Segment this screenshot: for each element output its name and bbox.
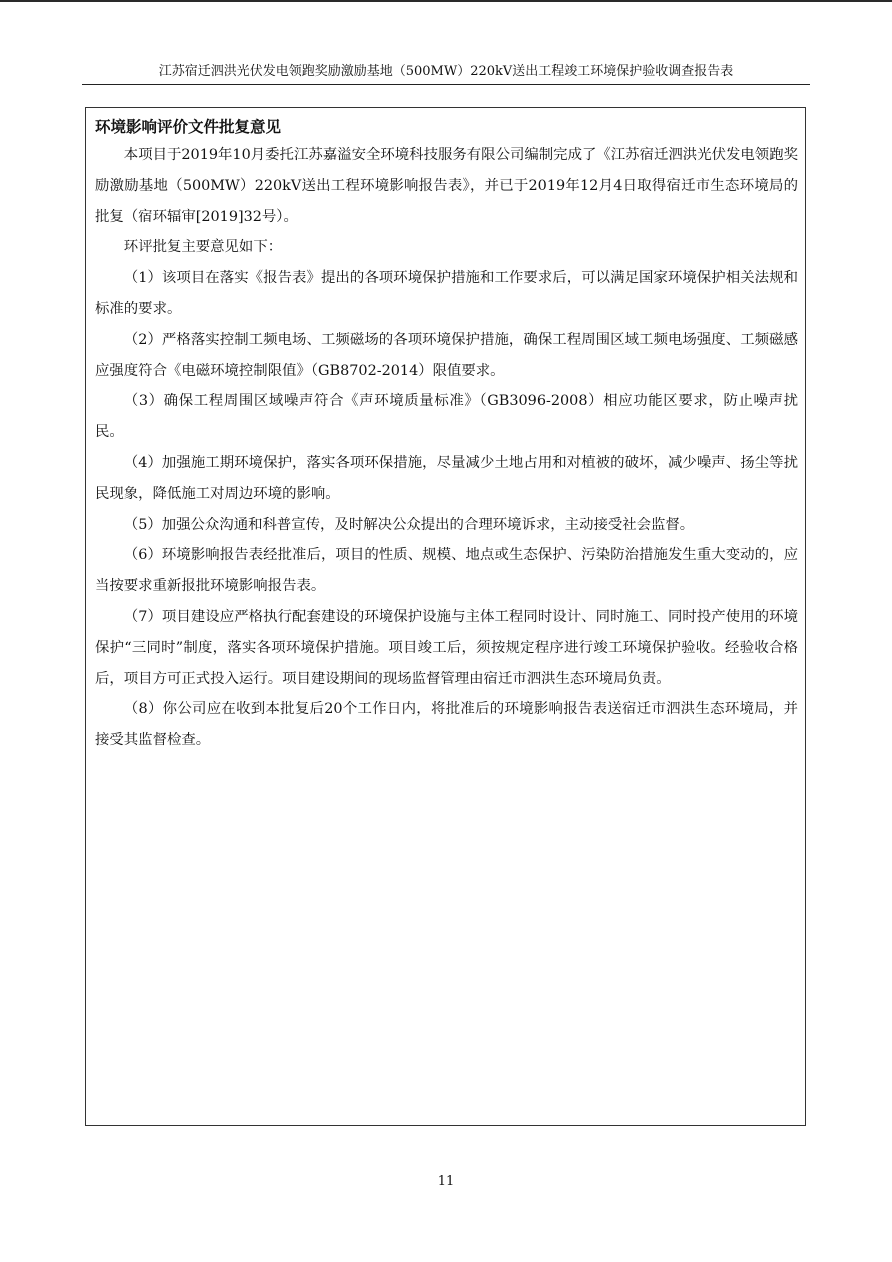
page-number: 11 <box>437 1174 455 1189</box>
paragraph-item-1: （1）该项目在落实《报告表》提出的各项环境保护措施和工作要求后，可以满足国家环境保护相关法规和标准的要求。 <box>95 270 798 317</box>
approval-opinion-content <box>95 114 798 756</box>
paragraph-item-6: （6）环境影响报告表经批准后，项目的性质、规模、地点或生态保护、污染防治措施发生重大变动的，应当按要求重新报批环境影响报告表。 <box>95 547 798 595</box>
paragraph-item-4: （4）加强施工期环境保护，落实各项环保措施，尽量减少土地占用和对植被的破坏，减少噪声、扬尘等扰民现象，降低施工对周边环境的影响。 <box>95 454 798 502</box>
paragraph-item-5: （5）加强公众沟通和科普宣传，及时解决公众提出的合理环境诉求，主动接受社会监督。 <box>123 516 695 533</box>
paragraph-item-2: （2）严格落实控制工频电场、工频磁场的各项环境保护措施，确保工程周围区域工频电场强度、工频磁感应强度符合《电磁环境控制限值》（GB8702-2014）限值要求。 <box>95 331 798 379</box>
paragraph-item-8: （8）你公司应在收到本批复后20个工作日内，将批准后的环境影响报告表送宿迁市泗洪生态环境局，并接受其监督检查。 <box>95 701 798 749</box>
page-header: 江苏宿迁泗洪光伏发电领跑奖励激励基地（500MW）220kV送出工程竣工环境保护验收调查报告表 <box>82 60 810 85</box>
section-title: 环境影响评价文件批复意见 <box>95 117 282 136</box>
paragraph-item-7: （7）项目建设应严格执行配套建设的环境保护设施与主体工程同时设计、同时施工、同时投产使用的环境保护“三同时”制度，落实各项环境保护措施。项目竣工后，须按规定程序进行竣工环境保护验收。经验收合格后，项目方可正式投入运行。项目建设期间的现场监督管理由宿迁市泗洪生态环境局负责。 <box>95 608 798 687</box>
approval-opinion-box <box>85 107 806 1126</box>
paragraph-intro: 本项目于2019年10月委托江苏嘉溢安全环境科技服务有限公司编制完成了《江苏宿迁泗洪光伏发电领跑奖励激励基地（500MW）220kV送出工程环境影响报告表》，并已于2019年12月4日取得宿迁市生态环境局的批复（宿环辐审[2019]32号）。 <box>95 147 798 225</box>
paragraph-summary-lead: 环评批复主要意见如下： <box>123 239 283 256</box>
top-border-line <box>0 0 892 2</box>
paragraph-item-3: （3）确保工程周围区域噪声符合《声环境质量标准》（GB3096-2008）相应功能区要求，防止噪声扰民。 <box>95 393 798 441</box>
